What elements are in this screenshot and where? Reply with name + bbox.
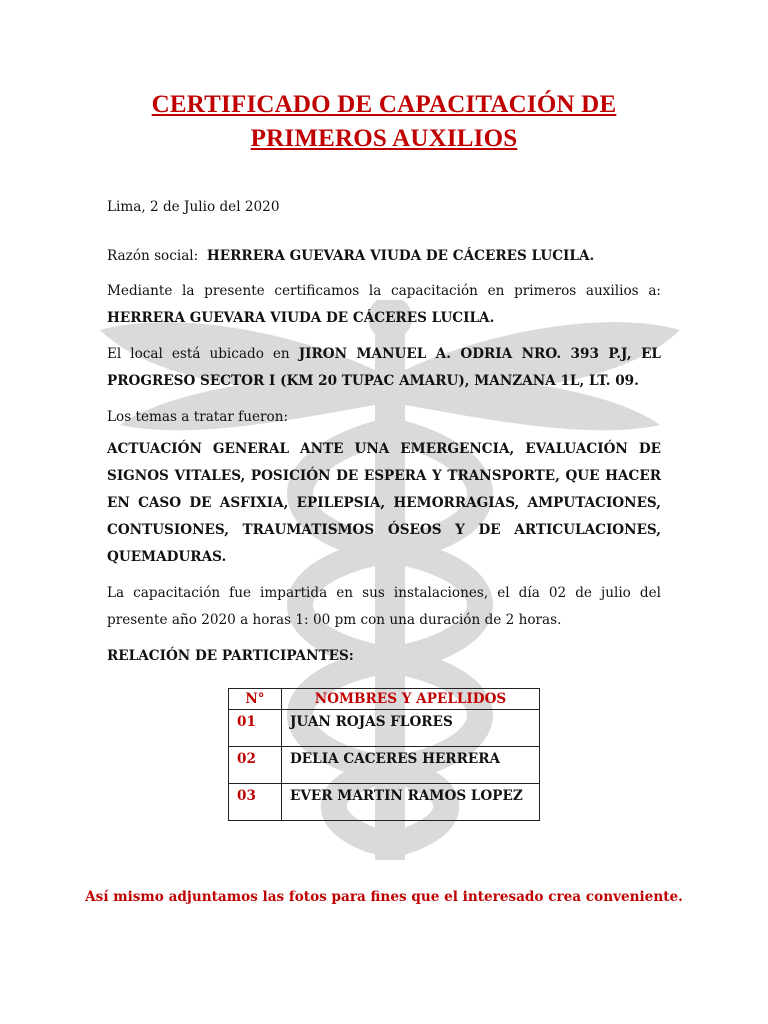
razon-social-value: HERRERA GUEVARA VIUDA DE CÁCERES LUCILA. (206, 248, 595, 264)
certifica-text: Mediante la presente certificamos la capacitación en primeros auxilios a: (107, 283, 661, 299)
footer-note: Así mismo adjuntamos las fotos para fines que el interesado crea conveniente. (85, 889, 683, 905)
participants-table (228, 688, 540, 821)
header-names: NOMBRES Y APELLIDOS (282, 689, 540, 710)
row-name: DELIA CACERES HERRERA (282, 747, 540, 784)
local-paragraph (107, 341, 661, 395)
date-line: Lima, 2 de Julio del 2020 (107, 199, 280, 215)
header-number: N° (229, 689, 282, 710)
local-address: JIRON MANUEL A. ODRIA NRO. 393 P.J, EL PROGRESO SECTOR I (KM 20 TUPAC AMARU), MANZANA 1L, LT. 09. (107, 346, 661, 389)
impartida-paragraph: La capacitación fue impartida en sus instalaciones, el día 02 de julio del presente año 2020 a horas 1: 00 pm con una duración de 2 horas. (107, 585, 661, 628)
table-row (229, 784, 540, 821)
row-number: 01 (229, 710, 282, 747)
razon-social-label: Razón social: (107, 248, 199, 264)
row-number: 03 (229, 784, 282, 821)
row-number: 02 (229, 747, 282, 784)
row-name: JUAN ROJAS FLORES (282, 710, 540, 747)
temas-label: Los temas a tratar fueron: (107, 409, 289, 425)
temas-list: ACTUACIÓN GENERAL ANTE UNA EMERGENCIA, EVALUACIÓN DE SIGNOS VITALES, POSICIÓN DE ESPERA Y TRANSPORTE, QUE HACER EN CASO DE ASFIXIA, EPILEPSIA, HEMORRAGIAS, AMPUTACIONES, CONTUSIONES, TRAUMATISMOS ÓSEOS Y DE ARTICULACIONES, QUEMADURAS. (107, 441, 661, 565)
certificate-document (107, 88, 661, 821)
certifica-name: HERRERA GUEVARA VIUDA DE CÁCERES LUCILA. (107, 310, 495, 326)
certifica-paragraph (107, 278, 661, 332)
table-row (229, 747, 540, 784)
row-name: EVER MARTIN RAMOS LOPEZ (282, 784, 540, 821)
table-header-row (229, 689, 540, 710)
relacion-label: RELACIÓN DE PARTICIPANTES: (107, 648, 354, 664)
local-text: El local está ubicado en (107, 346, 290, 362)
razon-social-line (107, 243, 661, 270)
table-row (229, 710, 540, 747)
certificate-title: CERTIFICADO DE CAPACITACIÓN DE PRIMEROS AUXILIOS (151, 91, 617, 152)
